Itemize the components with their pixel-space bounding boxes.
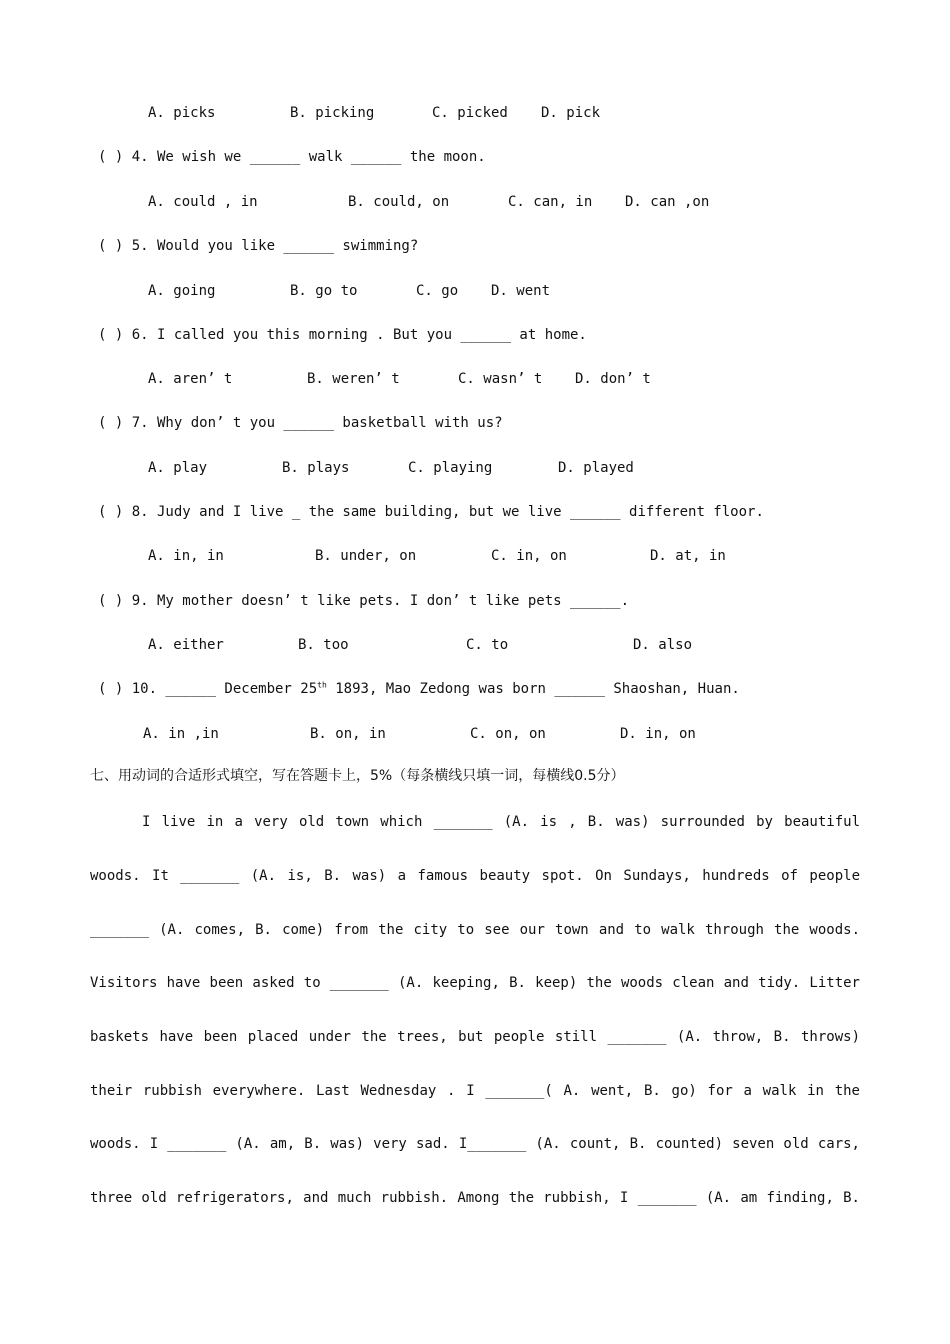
question-5: ( ) 5. Would you like ______ swimming? [98, 238, 419, 254]
passage-line-5: baskets have been placed under the trees, but people still _______ (A. throw, B. throws) [90, 1029, 860, 1045]
q7-option-c: C. playing [408, 460, 493, 476]
q8-option-c: C. in, on [491, 548, 567, 564]
q5-option-d: D. went [491, 283, 551, 299]
passage-line-8: three old refrigerators, and much rubbish. Among the rubbish, I _______ (A. am finding, B. [90, 1190, 860, 1206]
q10-stem-before: ( ) 10. ______ December 25 [98, 681, 318, 697]
q9-option-d: D. also [633, 637, 693, 653]
passage-line-1: I live in a very old town which _______ (A. is , B. was) surrounded by beautiful [142, 814, 860, 830]
q3-option-b: B. picking [290, 105, 375, 121]
passage-line-3: _______ (A. comes, B. come) from the city to see our town and to walk through the woods. [90, 922, 860, 938]
q8-option-d: D. at, in [650, 548, 726, 564]
q6-option-c: C. wasn’ t [458, 371, 543, 387]
passage-line-7: woods. I _______ (A. am, B. was) very sad. I_______ (A. count, B. counted) seven old cars, [90, 1136, 860, 1152]
q10-option-d: D. in, on [620, 726, 696, 742]
q10-option-c: C. on, on [470, 726, 546, 742]
passage-line-4: Visitors have been asked to _______ (A. keeping, B. keep) the woods clean and tidy. Litter [90, 975, 860, 991]
q4-option-a: A. could , in [148, 194, 258, 210]
q9-option-b: B. too [298, 637, 349, 653]
question-4: ( ) 4. We wish we ______ walk ______ the moon. [98, 149, 486, 165]
q5-option-b: B. go to [290, 283, 358, 299]
q3-option-a: A. picks [148, 105, 216, 121]
q7-option-b: B. plays [282, 460, 350, 476]
q10-option-b: B. on, in [310, 726, 386, 742]
q9-option-a: A. either [148, 637, 224, 653]
q8-option-b: B. under, on [315, 548, 417, 564]
question-9: ( ) 9. My mother doesn’ t like pets. I don’ t like pets ______. [98, 593, 630, 609]
q7-option-d: D. played [558, 460, 634, 476]
q6-option-a: A. aren’ t [148, 371, 233, 387]
q10-option-a: A. in ,in [143, 726, 219, 742]
q10-stem-after: 1893, Mao Zedong was born ______ Shaoshan, Huan. [326, 681, 740, 697]
q6-option-b: B. weren’ t [307, 371, 400, 387]
q9-option-c: C. to [466, 637, 509, 653]
question-8: ( ) 8. Judy and I live _ the same building, but we live ______ different floor. [98, 504, 764, 520]
passage-line-6: their rubbish everywhere. Last Wednesday . I _______( A. went, B. go) for a walk in the [90, 1083, 860, 1099]
q4-option-b: B. could, on [348, 194, 450, 210]
q3-option-d: D. pick [541, 105, 601, 121]
q10-ordinal-suffix: th [317, 680, 327, 690]
q5-option-a: A. going [148, 283, 216, 299]
q4-option-c: C. can, in [508, 194, 593, 210]
passage-line-2: woods. It _______ (A. is, B. was) a famous beauty spot. On Sundays, hundreds of people [90, 868, 860, 884]
q4-option-d: D. can ,on [625, 194, 710, 210]
question-6: ( ) 6. I called you this morning . But you ______ at home. [98, 327, 587, 343]
q8-option-a: A. in, in [148, 548, 224, 564]
section-7-heading: 七、用动词的合适形式填空，写在答题卡上，5%（每条横线只填一词，每横线0.5分） [90, 768, 625, 784]
q6-option-d: D. don’ t [575, 371, 651, 387]
question-7: ( ) 7. Why don’ t you ______ basketball with us? [98, 415, 503, 431]
q3-option-c: C. picked [432, 105, 508, 121]
q7-option-a: A. play [148, 460, 208, 476]
question-10 [98, 680, 740, 698]
q5-option-c: C. go [416, 283, 459, 299]
